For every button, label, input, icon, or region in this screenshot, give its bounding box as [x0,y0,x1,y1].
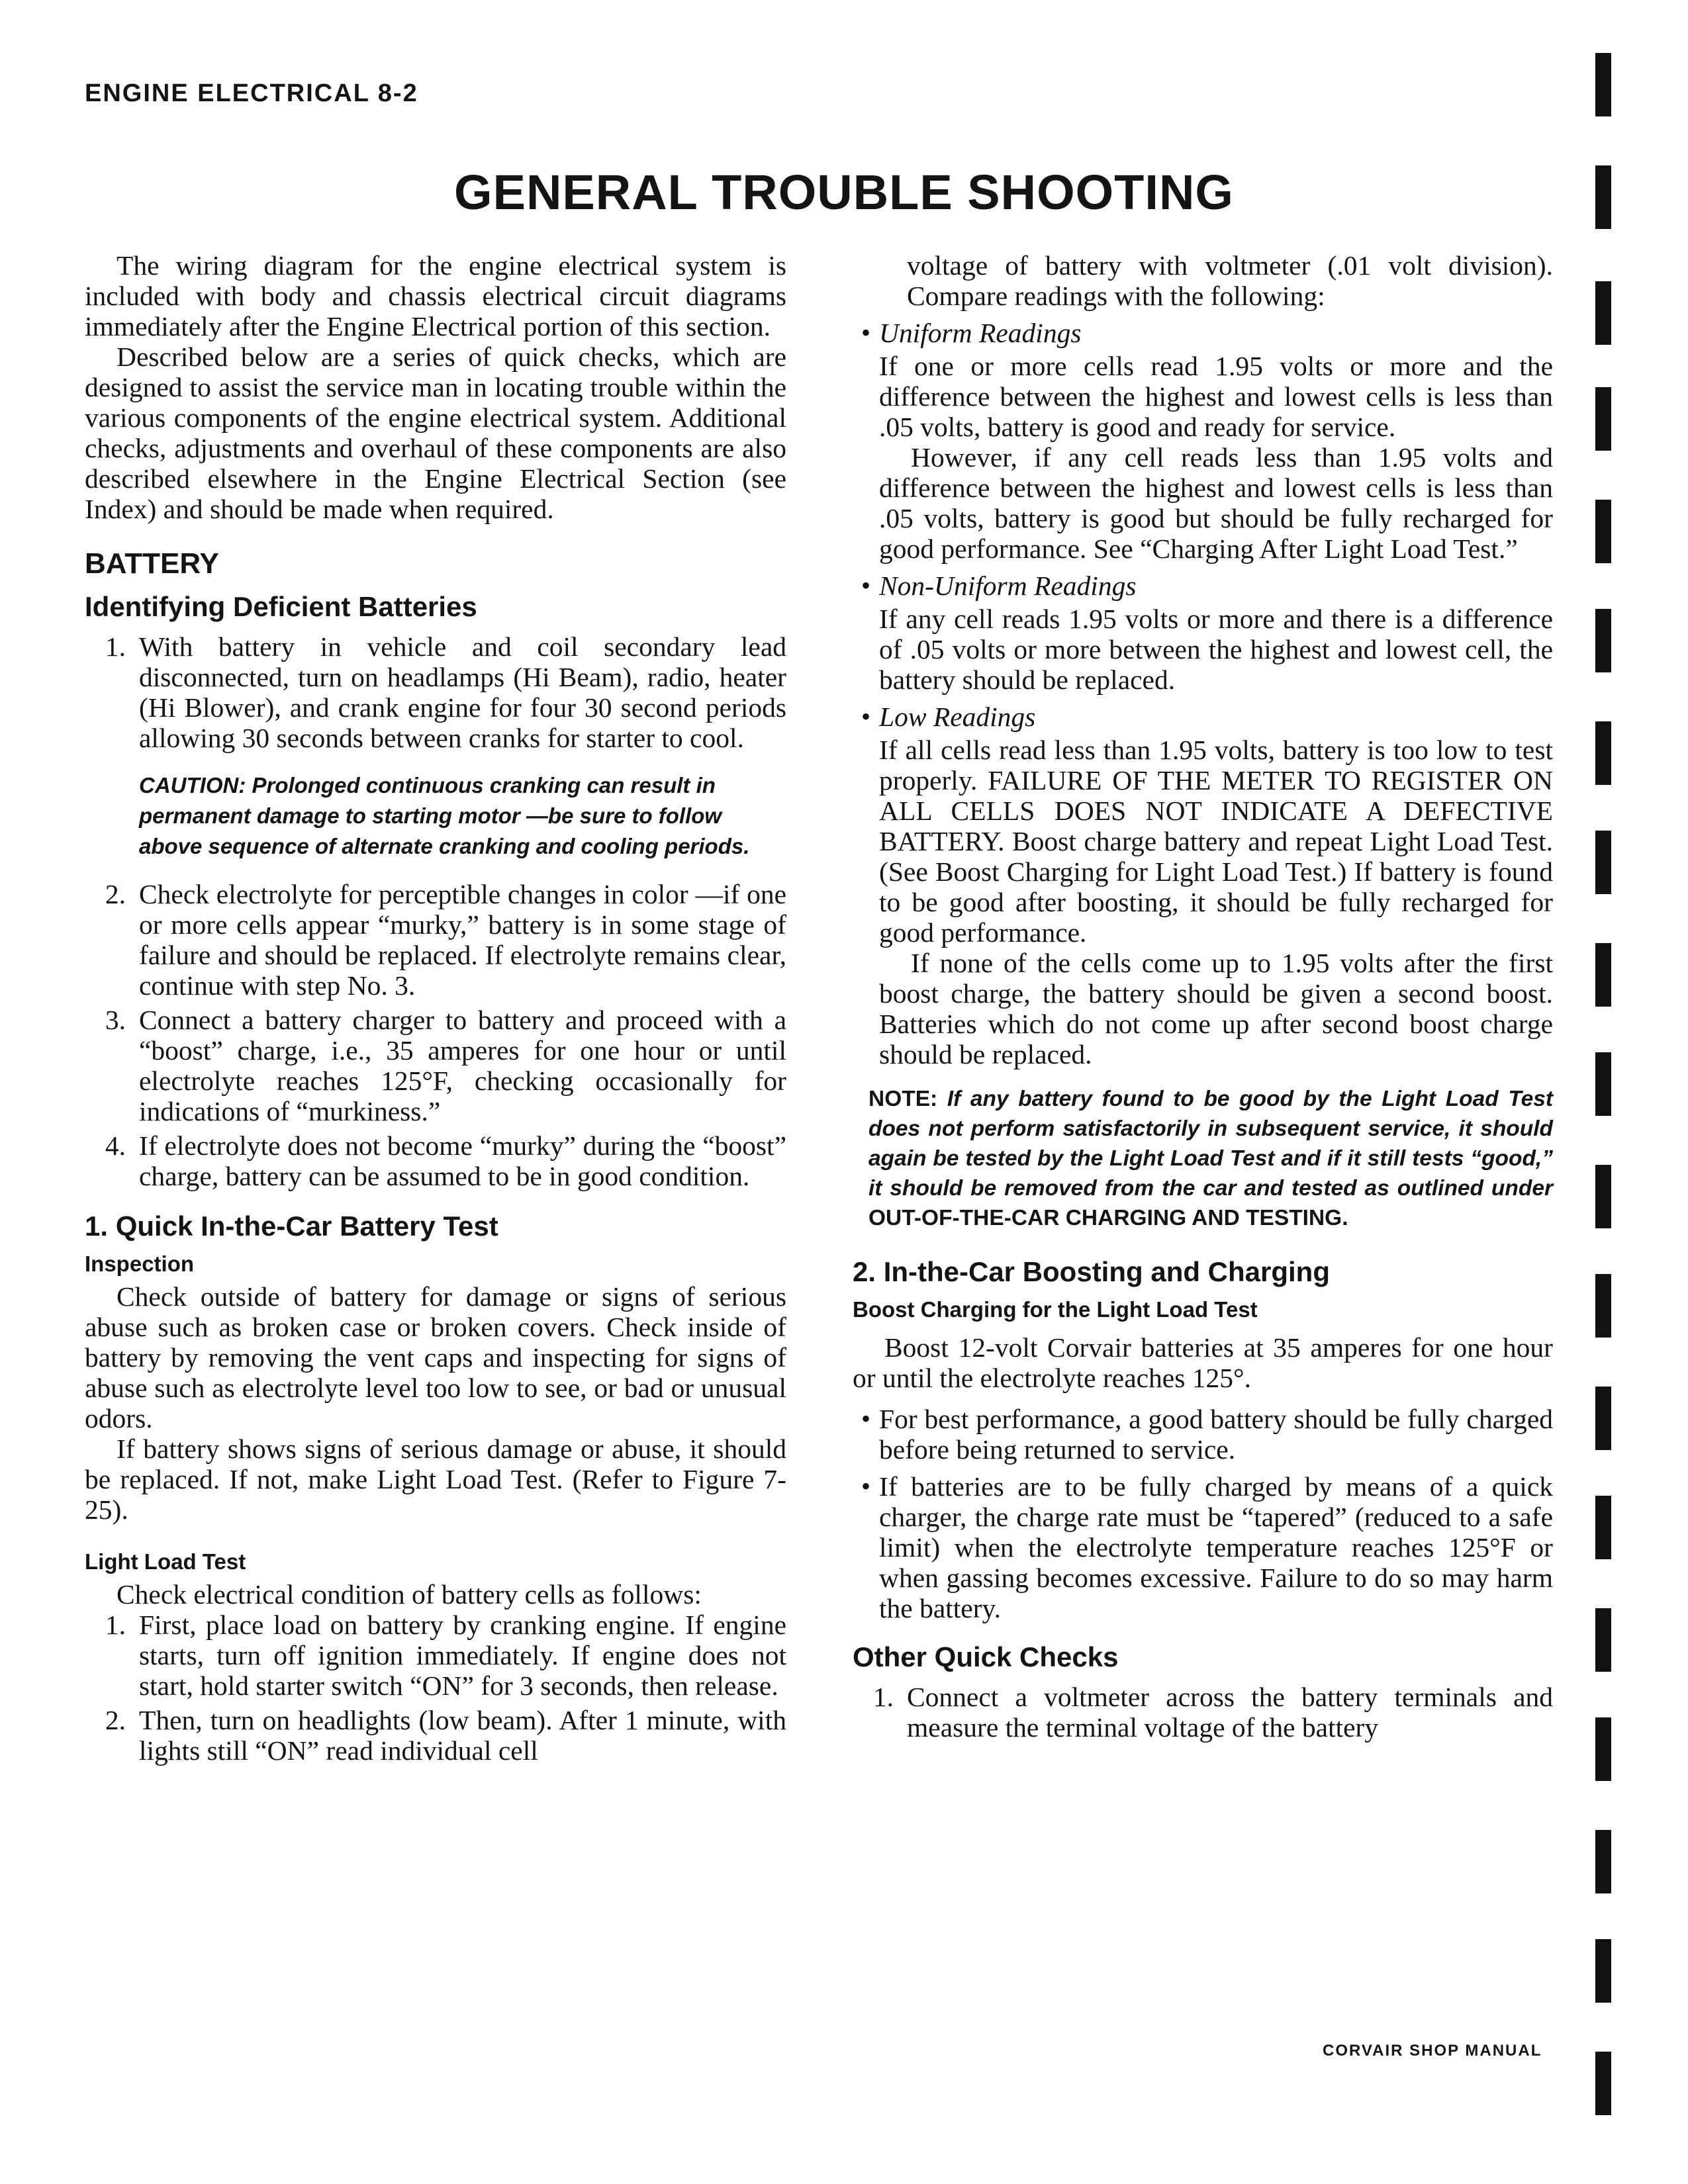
boost-charging-heading: Boost Charging for the Light Load Test [853,1297,1258,1322]
reading-paragraph: However, if any cell reads less than 1.95 volts and difference between the highest and lowest cells is less than .05 volts, battery is good but should be fully recharged for good performance. See “Charging After Light Load Test.” [879,442,1553,564]
item-number: 2. [105,1705,126,1735]
margin-tab-mark [1595,53,1611,116]
margin-tab-mark [1595,831,1611,894]
list-item [85,1130,786,1191]
item-text: Connect a battery charger to battery and proceed with a “boost” charge, i.e., 35 amperes for one hour or until electrolyte reaches 125°F, checking occasionally for indications of “murkiness.” [139,1005,786,1126]
item-number: 1. [872,1682,894,1712]
caution-text: Prolonged continuous cranking can result in permanent damage to starting motor —be sure to follow above sequence of alternate cranking and cooling periods. [139,773,750,858]
list-item [85,631,786,753]
note-label: NOTE: [868,1087,938,1111]
reading-body [879,351,1553,564]
item-number: 3. [105,1005,126,1035]
reading-label: Non-Uniform Readings [879,570,1137,601]
reading-paragraph: If none of the cells come up to 1.95 volts after the first boost charge, the battery should be given a second boost. Batteries which do not come up after second boost charge should be replaced. [879,948,1553,1069]
reading-body [879,604,1553,695]
reading-paragraph: If all cells read less than 1.95 volts, battery is too low to test properly. FAILURE OF THE METER TO REGISTER ON ALL CELLS DOES NOT INDICATE A DEFECTIVE BATTERY. Boost charge battery and repeat Light Load Test. (See Boost Charging for Light Load Test.) If battery is found to be good after boosting, it should be fully recharged for good performance. [879,735,1553,948]
running-head: ENGINE ELECTRICAL 8-2 [85,79,418,107]
reading-paragraph: If one or more cells read 1.95 volts or more and the difference between the highest and lowest cells is less than .05 volts, battery is good and ready for service. [879,351,1553,442]
margin-tab-mark [1595,387,1611,451]
bullet-item [853,702,1553,732]
footer-label: CORVAIR SHOP MANUAL [1323,2042,1542,2060]
item-text: With battery in vehicle and coil secondary lead disconnected, turn on headlamps (Hi Beam), radio, heater (Hi Blower), and crank engine for four 30 second periods allowing 30 seconds between cranks for starter to cool. [139,631,786,753]
note-text: If any battery found to be good by the Light Load Test does not perform satisfactorily in subsequent service, it should again be tested by the Light Load Test and if it still tests “good,” it should be removed from the car and tested as outlined under [868,1087,1553,1201]
reading-body [879,735,1553,1069]
bullet-dot-icon: • [861,1471,870,1501]
item-text: Check electrolyte for perceptible changes in color —if one or more cells appear “murky,” battery is in some stage of failure and should be replaced. If electrolyte remains clear, continue with step No. 3. [139,879,786,1001]
margin-tab-mark [1595,1496,1611,1559]
inspection-paragraph: Check outside of battery for damage or signs of serious abuse such as broken case or broken covers. Check inside of battery by removing the vent caps and inspecting for signs of abuse such as electrolyte level too low to see, or bad or unusual odors. [85,1281,786,1433]
bullet-item [853,318,1553,348]
margin-tab-mark [1595,721,1611,785]
item-number: 1. [105,631,126,662]
margin-tab-mark [1595,500,1611,563]
margin-tab-mark [1595,1274,1611,1338]
margin-tab-mark [1595,1717,1611,1781]
margin-tab-mark [1595,1165,1611,1228]
caution-label: CAUTION: [139,773,246,797]
intro-paragraph: Described below are a series of quick checks, which are designed to assist the service man in locating trouble within the various components of the engine electrical system. Additional checks, adjustments and overhaul of these components are also described elsewhere in the Engine Electrical Section (see Index) and should be made when required. [85,341,786,524]
item-text: First, place load on battery by cranking engine. If engine starts, turn off ignition immediately. If engine does not start, hold starter switch “ON” for 3 seconds, then release. [139,1610,786,1701]
bullet-item [853,1471,1553,1623]
bullet-item [853,1404,1553,1465]
reading-label: Low Readings [879,702,1036,732]
item-text: Connect a voltmeter across the battery terminals and measure the terminal voltage of the battery [907,1682,1553,1743]
margin-tab-mark [1595,1939,1611,2003]
continuation-paragraph: voltage of battery with voltmeter (.01 volt division). Compare readings with the following: [907,250,1553,311]
list-item [85,1005,786,1126]
list-item [85,879,786,1001]
light-load-heading: Light Load Test [85,1549,246,1574]
bullet-dot-icon: • [861,318,870,347]
boosting-heading: 2. In-the-Car Boosting and Charging [853,1256,1330,1287]
margin-tab-mark [1595,165,1611,229]
margin-tab-mark [1595,2052,1611,2115]
inspection-paragraph: If battery shows signs of serious damage or abuse, it should be replaced. If not, make Light Load Test. (Refer to Figure 7-25). [85,1433,786,1525]
item-number: 1. [105,1610,126,1640]
reading-paragraph: If any cell reads 1.95 volts or more and there is a difference of .05 volts or more between the highest and lowest cell, the battery should be replaced. [879,604,1553,695]
other-checks-heading: Other Quick Checks [853,1641,1119,1672]
intro-paragraph: The wiring diagram for the engine electrical system is included with body and chassis electrical circuit diagrams immediately after the Engine Electrical portion of this section. [85,250,786,341]
reading-label: Uniform Readings [879,318,1082,348]
right-column [853,250,1553,1747]
margin-tab-mark [1595,1830,1611,1893]
page-title: GENERAL TROUBLE SHOOTING [454,165,1234,220]
list-item [853,1682,1553,1743]
margin-tab-mark [1595,281,1611,345]
note-tail: OUT-OF-THE-CAR CHARGING AND TESTING. [868,1206,1348,1230]
margin-tab-mark [1595,1052,1611,1116]
margin-tab-mark [1595,1608,1611,1672]
bullet-text: If batteries are to be fully charged by means of a quick charger, the charge rate must be “tapered” (reduced to a safe limit) when the electrolyte temperature reaches 125°F or when gassing becomes excessive. Failure to do so may harm the battery. [879,1471,1553,1623]
item-text: Then, turn on headlights (low beam). After 1 minute, with lights still “ON” read individual cell [139,1705,786,1766]
item-number: 4. [105,1130,126,1161]
margin-tab-mark [1595,1387,1611,1450]
bullet-text: For best performance, a good battery should be fully charged before being returned to service. [879,1404,1553,1465]
inspection-heading: Inspection [85,1251,195,1276]
boosting-paragraph: Boost 12-volt Corvair batteries at 35 amperes for one hour or until the electrolyte reaches 125°. [853,1332,1553,1393]
quick-test-heading: 1. Quick In-the-Car Battery Test [85,1210,498,1242]
margin-tab-mark [1595,943,1611,1007]
deficient-batteries-heading: Identifying Deficient Batteries [85,591,477,622]
item-text: If electrolyte does not become “murky” during the “boost” charge, battery can be assumed to be in good condition. [139,1130,786,1191]
caution-note [139,770,786,862]
battery-heading: BATTERY [85,547,219,580]
bullet-dot-icon: • [861,570,870,600]
list-item [85,1610,786,1701]
list-item [85,1705,786,1766]
bullet-dot-icon: • [861,702,870,731]
light-load-intro: Check electrical condition of battery cells as follows: [117,1579,702,1610]
item-number: 2. [105,879,126,909]
note-box [868,1084,1553,1233]
bullet-dot-icon: • [861,1404,870,1433]
bullet-item [853,570,1553,601]
left-column [85,250,786,1770]
margin-tab-mark [1595,609,1611,672]
